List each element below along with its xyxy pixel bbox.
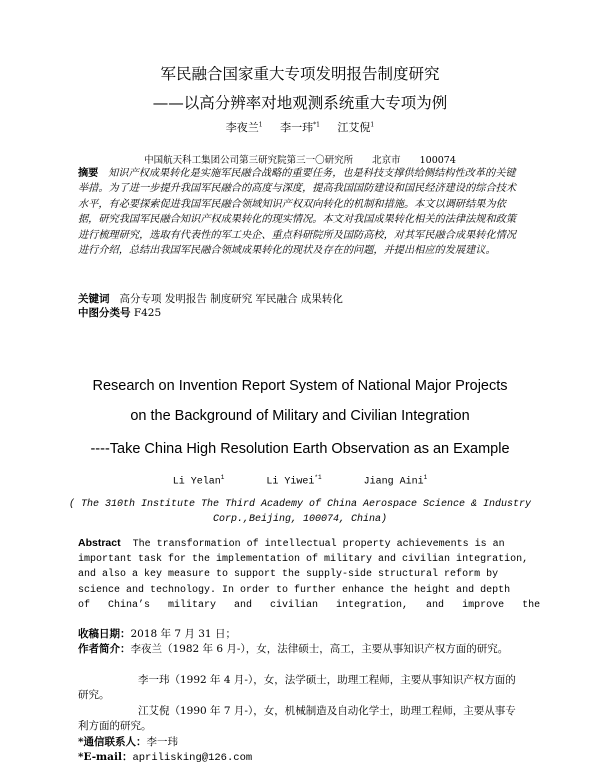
author-cn-1-mark: 1 [258, 121, 263, 129]
abstract-en [78, 536, 541, 613]
affiliation-cn: 中国航天科工集团公司第三研究院第三一〇研究所 北京市 100074 [144, 155, 456, 166]
authors-en [0, 474, 600, 487]
abstract-en-label: Abstract [78, 537, 121, 549]
clc-text: F425 [133, 307, 162, 319]
author-cn-3-mark: 1 [370, 121, 375, 129]
author-bio-2: 李一玮（1992 年 4 月-），女，法学硕士，助理工程师，主要从事知识产权方面的研究。 [78, 674, 516, 702]
author-en-2: Li Yiwei [266, 476, 315, 488]
abstract-en-line-4: science and technology. In order to further enhance the height and depth [78, 584, 511, 596]
contact-label: *通信联系人： [78, 736, 147, 748]
affiliation-en-line2: Corp.,Beijing, 100074, China) [212, 514, 388, 525]
author-cn-2: 李一玮 [280, 121, 314, 134]
abstract-cn-label: 摘要 [78, 167, 99, 179]
title-en-line1: Research on Invention Report System of National Major Projects [92, 378, 508, 394]
author-en-2-mark: *1 [314, 474, 322, 481]
abstract-en-line-3: and also a key measure to support the supply-side structural reform by [78, 569, 499, 581]
keywords-label: 关键词 [78, 293, 110, 305]
abstract-cn [78, 166, 524, 258]
received-date [78, 627, 524, 642]
bio-label: 作者简介： [78, 643, 131, 655]
author-en-1-mark: 1 [220, 474, 225, 481]
clc-label: 中图分类号 [78, 307, 131, 319]
received-label: 收稿日期： [78, 628, 131, 640]
abstract-cn-text: 知识产权成果转化是实施军民融合战略的重要任务，也是科技支撑供给侧结构性改革的关键举措。为了进一步提升我国军民融合的高度与深度，提高我国国防建设和国民经济建设的综合技术水平，有必要探索促进我国军民融合领域知识产权双向转化的机制和措施。本文以调研结果为依据，研究我国军民融合知识产权成果转化的现实情况。本文对我国成果转化相关的法律法规和政策进行梳理研究，选取有代表性的军工央企、重点科研院所及国防高校，对其军民融合成果转化情况进行介绍，总结出我国军民融合领域成果转化的现状及存在的问题，并提出相应的发展建议。 [78, 168, 517, 257]
corresponding-author [78, 735, 524, 750]
corresponding-email [78, 750, 524, 766]
abstract-en-line-1: The transformation of intellectual property achievements is an [132, 539, 505, 550]
keywords [78, 292, 524, 306]
author-cn-1: 李夜兰 [225, 121, 259, 134]
affiliation-en-line1: ( The 310th Institute The Third Academy of China Aerospace Science & Industry [68, 499, 532, 510]
author-bio-3: 江艾倪（1990 年 7 月-），女，机械制造及自动化学士，助理工程师，主要从事专利方面的研究。 [78, 705, 516, 733]
clc-number [78, 306, 524, 320]
email-label: *E-mail： [78, 751, 133, 763]
title-en-line3: ----Take China High Resolution Earth Observation as an Example [90, 441, 510, 457]
bio-1-text: 李夜兰（1982 年 6 月-），女，法律硕士，高工，主要从事知识产权方面的研究。 [130, 643, 509, 655]
received-text: 2018 年 7 月 31 日； [130, 628, 236, 640]
title-en-line2: on the Background of Military and Civilian Integration [130, 408, 470, 424]
author-cn-2-mark: *1 [313, 121, 320, 129]
email-text[interactable]: aprilisking@126.com [132, 752, 253, 764]
abstract-en-line-5: of China’s military and civilian integration, and improve the [78, 599, 541, 611]
authors-cn [0, 119, 600, 135]
title-cn-line1: 军民融合国家重大专项发明报告制度研究 [160, 65, 440, 83]
author-bio-1 [78, 642, 524, 657]
author-en-1: Li Yelan [172, 476, 221, 488]
title-cn-line2: ——以高分辨率对地观测系统重大专项为例 [152, 94, 448, 112]
author-en-3: Jiang Aini [363, 476, 424, 488]
author-en-3-mark: 1 [423, 474, 428, 481]
keywords-text: 高分专项 发明报告 制度研究 军民融合 成果转化 [119, 293, 343, 305]
abstract-en-line-2: important task for the implementation of military and civilian integration, [78, 554, 529, 566]
contact-text: 李一玮 [146, 736, 178, 748]
author-cn-3: 江艾倪 [337, 121, 371, 134]
